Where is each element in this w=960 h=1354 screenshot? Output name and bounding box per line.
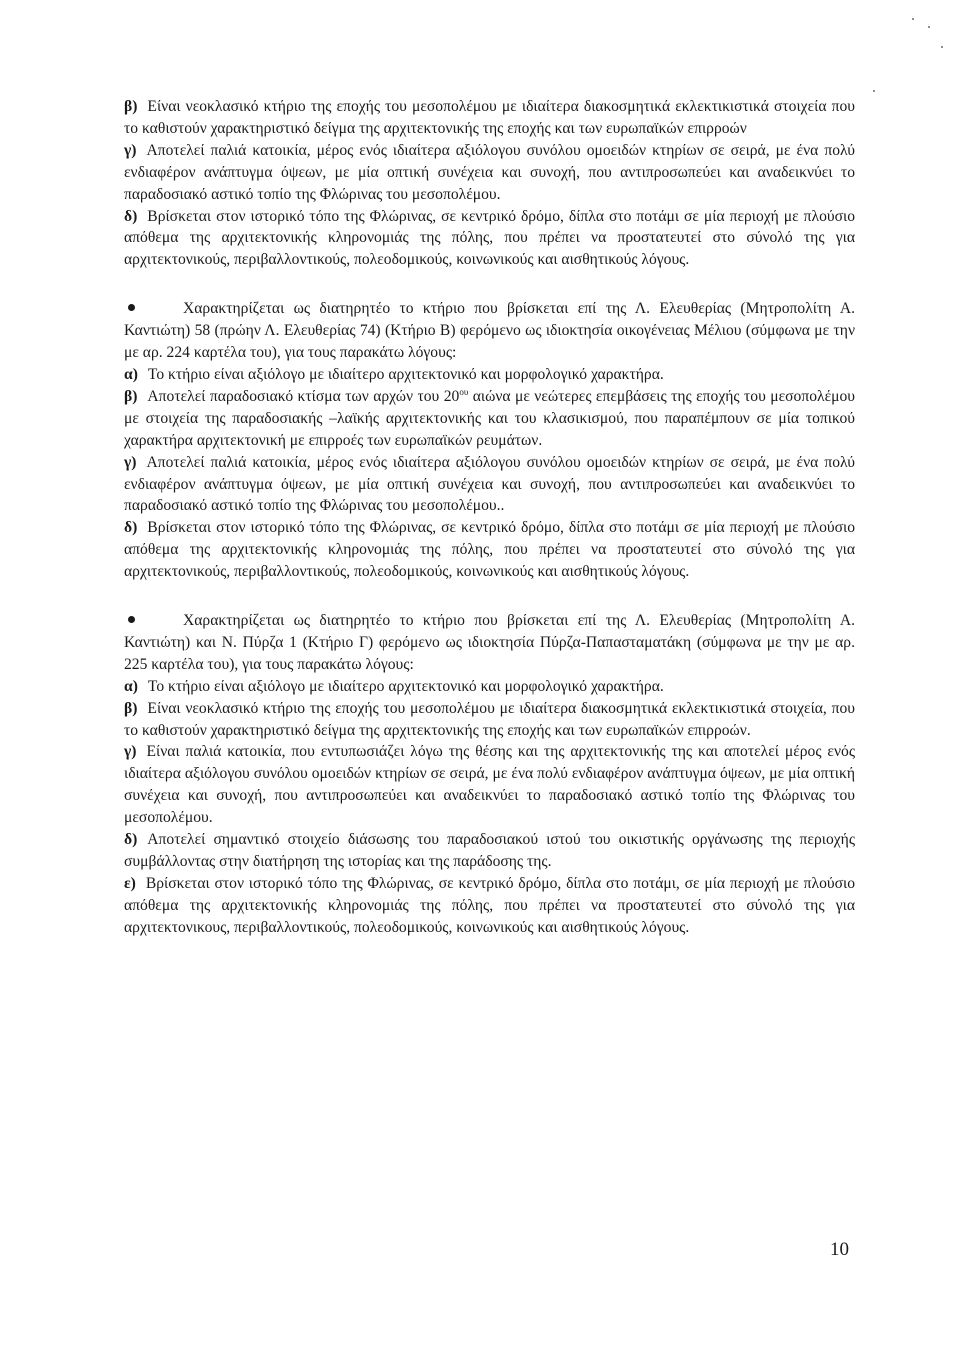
s2-item-beta xyxy=(124,386,855,452)
scan-speck xyxy=(941,46,943,48)
item-text: Είναι παλιά κατοικία, που εντυπωσιάζει λόγω της θέσης και της αρχιτεκτονικής της και αποτελεί μέρος ενός ιδιαίτερα αξιόλογου συνόλου ομοειδών κτηρίων σε σειρά, με ένα πολύ ενδιαφέρον ανάπτυγμα όψεων, με μία οπτική συνέχεια και συνοχή, που αντιπροσωπεύει και αναδεικνύει το παραδοσιακό αστικό τοπίο της Φλώρινας του μεσοπολέμου. xyxy=(124,743,855,827)
item-text: Είναι νεοκλασικό κτήριο της εποχής του μεσοπολέμου με ιδιαίτερα διακοσμητικά εκλεκτικιστικά στοιχεία, που το καθιστούν χαρακτηριστικό δείγμα της αρχιτεκτονικής της εποχής και των ευρωπαϊκών επιρροών. xyxy=(124,699,855,739)
item-label: α) xyxy=(124,365,138,383)
s2-item-delta xyxy=(124,517,855,583)
item-text: Βρίσκεται στον ιστορικό τόπο της Φλώρινας, σε κεντρικό δρόμο, δίπλα στο ποτάμι σε μία περιοχή με πλούσιο απόθεμα της αρχιτεκτονικής κληρονομιάς της πόλης, που πρέπει να προστατευτεί στο σύνολό της για αρχιτεκτονικούς, περιβαλλοντικούς, πολεοδομικούς, κοινωνικούς και αισθητικούς λόγους. xyxy=(124,207,855,269)
item-text: Βρίσκεται στον ιστορικό τόπο της Φλώρινας, σε κεντρικό δρόμο, δίπλα στο ποτάμι, σε μία περιοχή με πλούσιο απόθεμα της αρχιτεκτονικής κληρονομιάς της πόλης, που πρέπει να προστατευτεί στο σύνολό της για αρχιτεκτονικους, περιβαλλοντικούς, πολεοδομικούς, κοινωνικούς και αισθητικούς λόγους. xyxy=(124,874,855,936)
item-label: δ) xyxy=(124,831,138,849)
item-label: β) xyxy=(124,699,138,717)
item-label: γ) xyxy=(124,453,137,471)
scan-speck xyxy=(928,26,930,28)
item-label: ε) xyxy=(124,874,136,892)
superscript: ου xyxy=(459,386,469,397)
s3-item-epsilon xyxy=(124,873,855,939)
item-label: β) xyxy=(124,98,138,115)
item-label: β) xyxy=(124,387,138,405)
s1-item-delta xyxy=(124,206,855,272)
s3-item-beta xyxy=(124,698,855,742)
item-label: γ) xyxy=(124,743,137,761)
item-text: Είναι νεοκλασικό κτήριο της εποχής του μεσοπολέμου με ιδιαίτερα διακοσμητικά εκλεκτικιστικά στοιχεία που το καθιστούν χαρακτηριστικό δείγμα της αρχιτεκτονικής της εποχής και των ευρωπαϊκών επιρροών xyxy=(124,98,855,137)
s1-item-gamma xyxy=(124,140,855,206)
s2-item-gamma xyxy=(124,452,855,518)
bullet-icon xyxy=(128,304,135,311)
item-text: Βρίσκεται στον ιστορικό τόπο της Φλώρινας, σε κεντρικό δρόμο, δίπλα στο ποτάμι σε μία περιοχή με πλούσιο απόθεμα της αρχιτεκτονικής κληρονομιάς της πόλης, που πρέπει να προστατευτεί στο σύνολό της για αρχιτεκτονικούς, περιβαλλοντικούς, πολεοδομικούς, κοινωνικούς και αισθητικούς λόγους. xyxy=(124,519,855,581)
item-text: αιώνα με νεώτερες επεμβάσεις της εποχής του μεσοπολέμου με στοιχεία της παραδοσιακής –λαϊκής αρχιτεκτονικής και του κλασικισμού, που παραπέμπουν σε μία τοπικού χαρακτήρα αρχιτεκτονική με επιρροές των ευρωπαϊκών ρευμάτων. xyxy=(124,387,855,449)
s3-item-alpha xyxy=(124,676,855,698)
s3-item-delta xyxy=(124,829,855,873)
scan-speck xyxy=(912,18,914,20)
page-number: 10 xyxy=(830,1239,849,1260)
item-label: δ) xyxy=(124,207,138,225)
item-text: Αποτελεί παλιά κατοικία, μέρος ενός ιδιαίτερα αξιόλογου συνόλου ομοειδών κτηρίων σε σειρά, με ένα πολύ ενδιαφέρον ανάπτυγμα όψεων, με μία οπτική συνέχεια και συνοχή, που αντιπροσωπεύει και αναδεικνύει το παραδοσιακό αστικό τοπίο της Φλώρινας του μεσοπολέμου.. xyxy=(124,453,855,515)
item-label: γ) xyxy=(124,141,137,159)
s1-item-beta xyxy=(124,96,855,140)
document-body xyxy=(124,96,855,939)
item-text: Αποτελεί παλιά κατοικία, μέρος ενός ιδιαίτερα αξιόλογου συνόλου ομοειδών κτηρίων σε σειρά, με ένα πολύ ενδιαφέρον ανάπτυγμα όψεων, με μία οπτική συνέχεια και συνοχή, που αντιπροσωπεύει και αναδεικνύει το παραδοσιακό αστικό τοπίο της Φλώρινας του μεσοπολέμου. xyxy=(124,141,855,203)
s2-item-alpha xyxy=(124,364,855,386)
item-text: Αποτελεί παραδοσιακό κτίσμα των αρχών του 20 xyxy=(147,387,460,405)
s3-intro xyxy=(124,610,855,676)
item-text: Το κτήριο είναι αξιόλογο με ιδιαίτερο αρχιτεκτονικό και μορφολογικό χαρακτήρα. xyxy=(147,365,664,383)
s2-intro xyxy=(124,298,855,364)
bullet-icon xyxy=(128,616,135,623)
scan-speck xyxy=(873,90,875,92)
item-label: α) xyxy=(124,677,138,695)
intro-text: Χαρακτηρίζεται ως διατηρητέο το κτήριο που βρίσκεται επί της Λ. Ελευθερίας (Μητροπολίτη Α. Καντιώτη) και Ν. Πύρζα 1 (Κτήριο Γ) φερόμενο ως ιδιοκτησία Πύρζα-Παπασταματάκη (σύμφωνα με την με αρ. 225 καρτέλα του), για τους παρακάτω λόγους: xyxy=(124,612,855,673)
item-text: Το κτήριο είναι αξιόλογο με ιδιαίτερο αρχιτεκτονικό και μορφολογικό χαρακτήρα. xyxy=(147,677,664,695)
s3-item-gamma xyxy=(124,741,855,829)
item-text: Αποτελεί σημαντικό στοιχείο διάσωσης του παραδοσιακού ιστού του οικιστικής οργάνωσης της περιοχής συμβάλλοντας στην διατήρηση της ιστορίας και της παράδοσης της. xyxy=(124,831,855,870)
item-label: δ) xyxy=(124,519,138,537)
intro-text: Χαρακτηρίζεται ως διατηρητέο το κτήριο που βρίσκεται επί της Λ. Ελευθερίας (Μητροπολίτη Α. Καντιώτη) 58 (πρώην Λ. Ελευθερίας 74) (Κτήριο Β) φερόμενο ως ιδιοκτησία οικογένειας Μέλιου (σύμφωνα με την με αρ. 224 καρτέλα του), για τους παρακάτω λόγους: xyxy=(124,300,855,362)
